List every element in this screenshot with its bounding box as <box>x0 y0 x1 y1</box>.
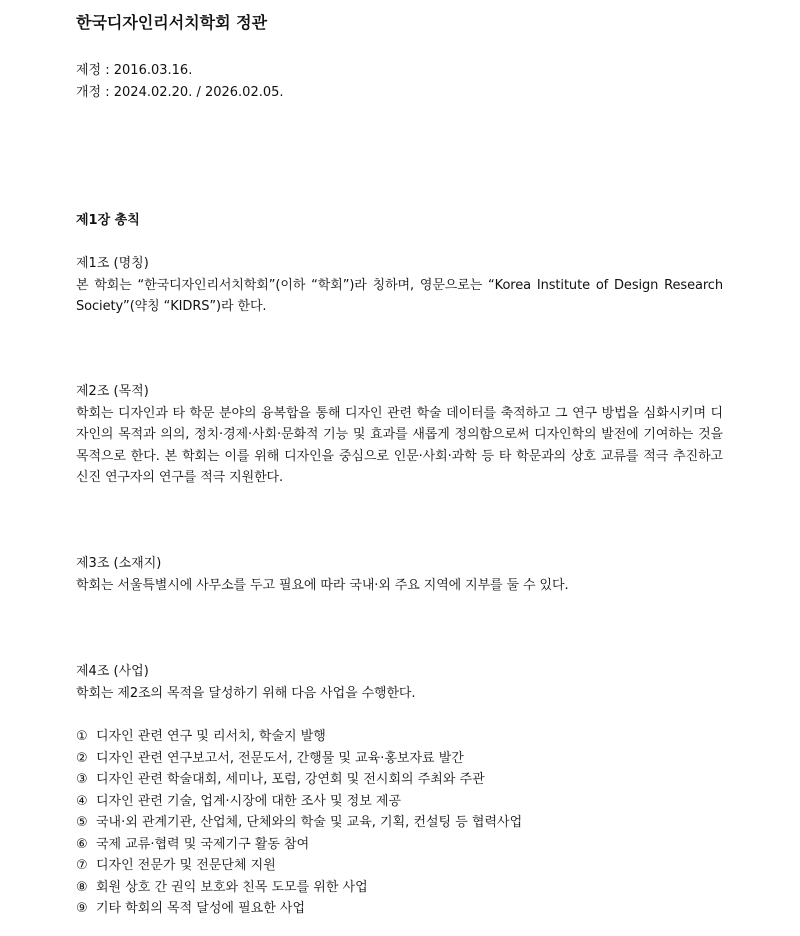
list-item <box>76 726 522 748</box>
list-item <box>76 898 522 920</box>
item-number: ④ <box>76 793 88 809</box>
item-text: 디자인 전문가 및 전문단체 지원 <box>96 858 276 873</box>
list-item <box>76 834 522 856</box>
revision-history <box>76 60 284 103</box>
article-heading: 제3조 (소재지) <box>76 556 162 571</box>
item-text: 국내·외 관계기관, 산업체, 단체와의 학술 및 교육, 기획, 컨설팅 등 협력사업 <box>96 815 523 830</box>
item-number: ⑧ <box>76 879 88 895</box>
enacted-date: 제정 : 2016.03.16. <box>76 63 193 78</box>
item-text: 디자인 관련 기술, 업계·시장에 대한 조사 및 정보 제공 <box>96 793 402 809</box>
business-item-list <box>76 726 522 920</box>
item-number: ③ <box>76 772 88 787</box>
article-body: 본 학회는 “한국디자인리서치학회”(이하 “학회”)라 칭하며, 영문으로는 “Korea Institute of Design Research Society”(약칭 “KIDRS”)라 한다. <box>76 277 723 314</box>
list-item <box>76 855 522 877</box>
item-number: ② <box>76 750 88 766</box>
chapter-title: 제1장 총칙 <box>76 213 140 228</box>
list-item <box>76 748 522 770</box>
article-heading: 제1조 (명칭) <box>76 256 149 271</box>
document-title: 한국디자인리서치학회 정관 <box>76 13 268 32</box>
item-number: ⑨ <box>76 901 88 916</box>
list-item <box>76 877 522 899</box>
article-2 <box>76 381 723 489</box>
item-number: ⑥ <box>76 836 88 852</box>
item-number: ⑦ <box>76 858 88 873</box>
item-text: 기타 학회의 목적 달성에 필요한 사업 <box>96 901 306 916</box>
article-heading: 제2조 (목적) <box>76 384 149 399</box>
item-text: 디자인 관련 연구 및 리서치, 학술지 발행 <box>96 729 326 744</box>
article-body: 학회는 디자인과 타 학문 분야의 융복합을 통해 디자인 관련 학술 데이터를 축적하고 그 연구 방법을 심화시키며 디자인의 목적과 의의, 정치·경제·사회·문화적 기능 및 효과를 새롭게 정의함으로써 디자인학의 발전에 기여하는 것을 목적으로 한다. 본 학회는 이를 위해 디자인을 중심으로 인문·사회·과학 등 타 학문과의 상호 교류를 적극 추진하고 신진 연구자의 연구를 적극 지원한다. <box>76 405 723 485</box>
item-text: 디자인 관련 학술대회, 세미나, 포럼, 강연회 및 전시회의 주최와 주관 <box>96 772 485 787</box>
item-number: ⑤ <box>76 815 88 830</box>
item-text: 국제 교류·협력 및 국제기구 활동 참여 <box>96 836 310 852</box>
item-text: 회원 상호 간 권익 보호와 친목 도모를 위한 사업 <box>96 879 368 895</box>
item-text: 디자인 관련 연구보고서, 전문도서, 간행물 및 교육·홍보자료 발간 <box>96 750 464 766</box>
amended-dates: 개정 : 2024.02.20. / 2026.02.05. <box>76 84 284 100</box>
article-1 <box>76 253 723 318</box>
article-heading: 제4조 (사업) <box>76 664 149 679</box>
list-item <box>76 769 522 791</box>
item-number: ① <box>76 729 88 744</box>
article-3 <box>76 553 723 596</box>
article-4 <box>76 661 723 704</box>
article-body: 학회는 제2조의 목적을 달성하기 위해 다음 사업을 수행한다. <box>76 685 416 701</box>
list-item <box>76 812 522 834</box>
article-body: 학회는 서울특별시에 사무소를 두고 필요에 따라 국내·외 주요 지역에 지부를 둘 수 있다. <box>76 577 569 593</box>
list-item <box>76 791 522 813</box>
